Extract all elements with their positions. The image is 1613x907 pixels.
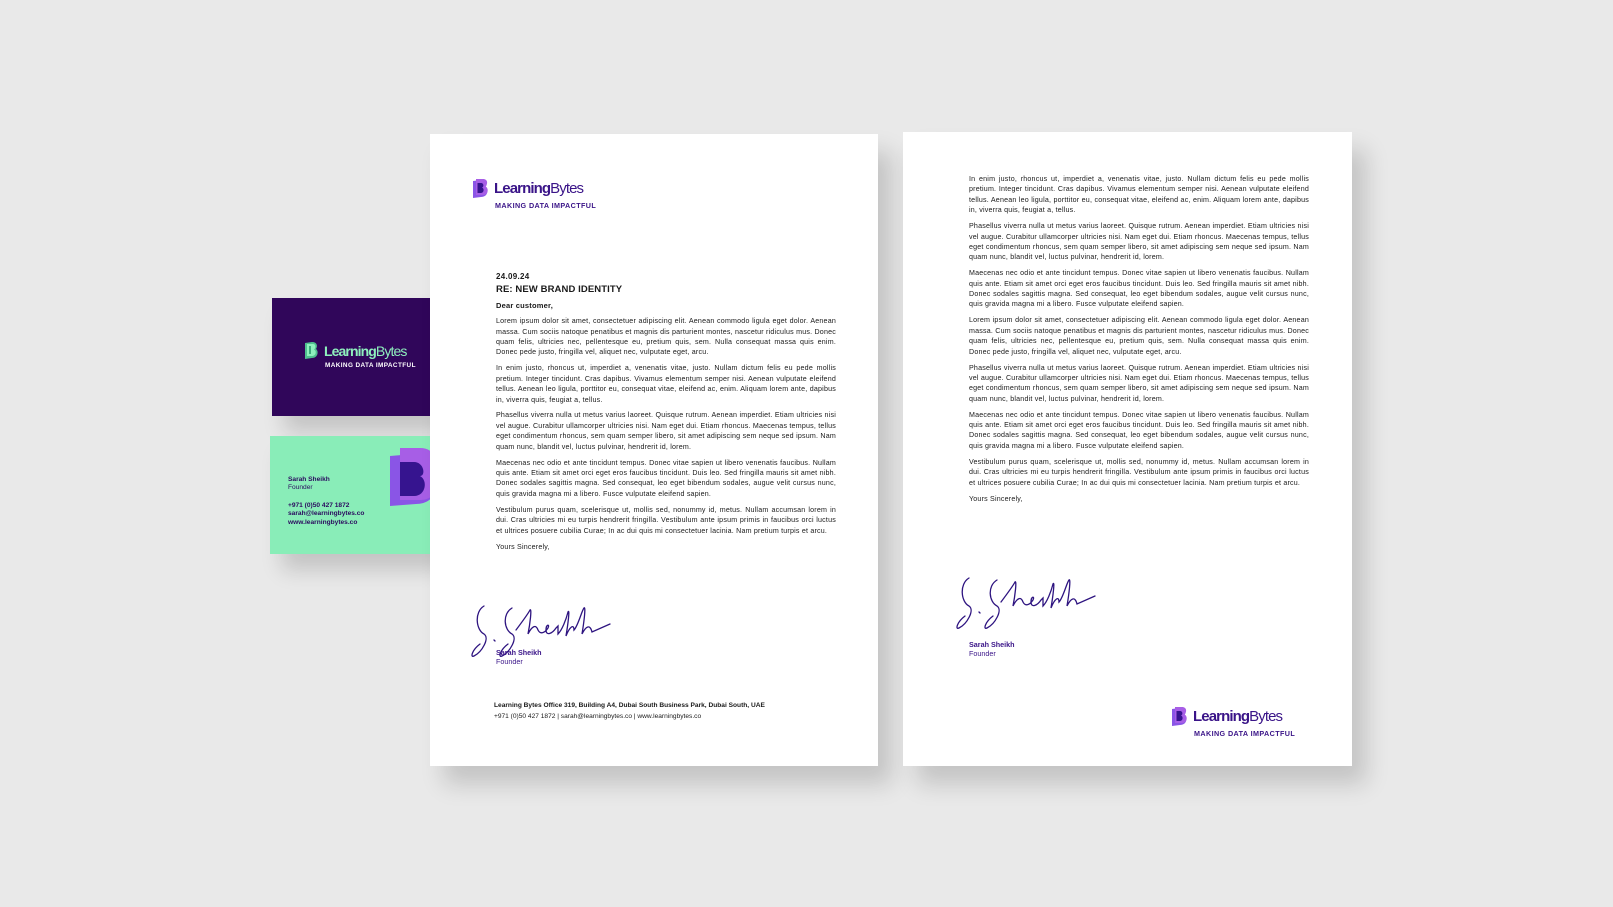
signer-block [969,640,1015,658]
card-front-logo [304,341,416,369]
card-website: www.learningbytes.co [288,518,358,526]
letter-paragraph: Phasellus viverra nulla ut metus varius laoreet. Quisque rutrum. Aenean imperdiet. Etiam ultricies nisi vel augue. Curabitur ullamcorper ultricies nisi. Nam eget dui. Etiam rhoncus. Maecenas tempus, tellus eget condimentum rhoncus, sem quam semper libero, sit amet adipiscing sem neque sed ipsum. Nam quam nunc, blandit vel, luctus pulvinar, hendrerit id, lorem. [969,363,1309,403]
letter-closing: Yours Sincerely, [496,542,550,551]
letterhead-logo [472,178,596,210]
letter-paragraph: Vestibulum purus quam, scelerisque ut, mollis sed, nonummy id, metus. Nullam accumsan lorem in dui. Cras ultricies mi eu turpis hendrerit fringilla. Vestibulum ante ipsum primis in faucibus orci luctus et ultrices posuere cubilia Curae; In ac dui quis mi consectetuer lacinia. Nam pretium turpis et arcu. [496,505,836,535]
letter-b-logo-icon [472,178,490,199]
letterhead-page-2 [903,132,1352,766]
wordmark-part2: Bytes [1249,707,1283,725]
letter-paragraph: Maecenas nec odio et ante tincidunt tempus. Donec vitae sapien ut libero venenatis faucibus. Nullam quis ante. Etiam sit amet orci eget eros faucibus tincidunt. Duis leo. Sed fringilla mauris sit amet nibh. Donec sodales sagittis magna. Sed consequat, leo eget bibendum sodales, augue velit cursus nunc, quis gravida magna mi a libero. Fusce vulputate eleifend sapien. [969,269,1309,309]
letter-b-logo-icon [1171,706,1189,727]
wordmark-part1: Learning [1193,707,1250,725]
wordmark-part2: Bytes [375,342,407,359]
signature-image [955,572,1105,632]
card-front-tagline: MAKING DATA IMPACTFUL [325,362,416,369]
footer-address: Learning Bytes Office 319, Building A4, Dubai South Business Park, Dubai South, UAE [494,702,765,709]
letter-body-continued [969,174,1309,504]
letterhead-page-1 [430,134,878,766]
business-card-back [270,436,452,554]
letterhead-wordmark [494,181,583,197]
letter-paragraph: Maecenas nec odio et ante tincidunt tempus. Donec vitae sapien ut libero venenatis faucibus. Nullam quis ante. Etiam sit amet orci eget eros faucibus tincidunt. Duis leo. Sed fringilla mauris sit amet nibh. Donec sodales sagittis magna. Sed consequat, leo eget bibendum sodales, augue velit cursus nunc, quis gravida magna mi a libero. Fusce vulputate eleifend sapien. [496,458,836,498]
letterhead-tagline: MAKING DATA IMPACTFUL [495,201,597,210]
signer-name: Sarah Sheikh [496,648,542,657]
letter-b-logo-icon [304,341,320,360]
signer-name: Sarah Sheikh [969,640,1015,649]
letter-paragraph: Maecenas nec odio et ante tincidunt tempus. Donec vitae sapien ut libero venenatis faucibus. Nullam quis ante. Etiam sit amet orci eget eros faucibus tincidunt. Duis leo. Sed fringilla mauris sit amet nibh. Donec sodales sagittis magna. Sed consequat, leo eget bibendum sodales, augue velit cursus nunc, quis gravida magna mi a libero. Fusce vulputate eleifend sapien. [969,410,1309,450]
card-email: sarah@learningbytes.co [288,510,365,518]
letter-paragraph: Lorem ipsum dolor sit amet, consectetuer adipiscing elit. Aenean commodo ligula eget dolor. Aenean massa. Cum sociis natoque penatibus et magnis dis parturient montes, nascetur ridiculus mus. Donec quam felis, ultricies nec, pellentesque eu, pretium quis, sem. Nulla consequat massa quis enim. Donec pede justo, fringilla vel, aliquet nec, vulputate eget, arcu. [496,317,836,357]
signer-title: Founder [496,657,523,666]
letter-footer [494,700,765,722]
letterhead-wordmark [1193,709,1282,725]
letterhead-logo-footer [1171,706,1295,738]
card-contact-details [288,502,364,527]
card-contact-person [288,476,330,493]
letter-paragraph: In enim justo, rhoncus ut, imperdiet a, venenatis vitae, justo. Nullam dictum felis eu pede mollis pretium. Integer tincidunt. Cras dapibus. Vivamus elementum semper nisi. Aenean vulputate eleifend tellus. Aenean leo ligula, porttitor eu, consequat vitae, eleifend ac, enim. Aliquam lorem ante, dapibus in, viverra quis, feugiat a, tellus. [496,364,836,404]
signer-block [496,648,542,666]
letter-paragraph: Phasellus viverra nulla ut metus varius laoreet. Quisque rutrum. Aenean imperdiet. Etiam ultricies nisi vel augue. Curabitur ullamcorper ultricies nisi. Nam eget dui. Etiam rhoncus. Maecenas tempus, tellus eget condimentum rhoncus, sem quam semper libero, sit amet adipiscing sem neque sed ipsum. Nam quam nunc, blandit vel, luctus pulvinar, hendrerit id, lorem. [969,222,1309,262]
letter-paragraph: Lorem ipsum dolor sit amet, consectetuer adipiscing elit. Aenean commodo ligula eget dolor. Aenean massa. Cum sociis natoque penatibus et magnis dis parturient montes, nascetur ridiculus mus. Donec quam felis, ultricies nec, pellentesque eu, pretium quis, sem. Nulla consequat massa quis enim. Donec pede justo, fringilla vel, aliquet nec, vulputate eget, arcu. [969,316,1309,356]
footer-contact: +971 (0)50 427 1872 | sarah@learningbytes.co | www.learningbytes.co [494,713,702,720]
business-card-front [272,298,453,416]
signer-title: Founder [969,649,996,658]
card-front-wordmark [324,343,406,359]
letter-paragraph: Phasellus viverra nulla ut metus varius laoreet. Quisque rutrum. Aenean imperdiet. Etiam ultricies nisi vel augue. Curabitur ullamcorper ultricies nisi. Nam eget dui. Etiam rhoncus. Maecenas tempus, tellus eget condimentum rhoncus, sem quam semper libero, sit amet adipiscing sem neque sed ipsum. Nam quam nunc, blandit vel, luctus pulvinar, hendrerit id, lorem. [496,411,836,451]
card-name: Sarah Sheikh [288,476,330,483]
signature-image [470,600,620,660]
letter-date: 24.09.24 [496,272,530,281]
letter-greeting: Dear customer, [496,300,553,310]
letter-paragraph: Vestibulum purus quam, scelerisque ut, mollis sed, nonummy id, metus. Nullam accumsan lorem in dui. Cras ultricies mi eu turpis hendrerit fringilla. Vestibulum ante ipsum primis in faucibus orci luctus et ultrices posuere cubilia Curae; In ac dui quis mi consectetuer lacinia. Nam pretium turpis et arcu. [969,457,1309,487]
letter-body [496,272,836,552]
wordmark-part2: Bytes [550,179,584,197]
card-title: Founder [288,484,313,492]
letter-paragraph: In enim justo, rhoncus ut, imperdiet a, venenatis vitae, justo. Nullam dictum felis eu pede mollis pretium. Integer tincidunt. Cras dapibus. Vivamus elementum semper nisi. Aenean vulputate eleifend tellus. Aenean leo ligula, porttitor eu, consequat vitae, eleifend ac, enim. Aliquam lorem ante, dapibus in, viverra quis, feugiat a, tellus. [969,175,1309,215]
wordmark-part1: Learning [494,179,551,197]
letterhead-tagline: MAKING DATA IMPACTFUL [1194,729,1296,738]
card-phone: +971 (0)50 427 1872 [288,502,350,509]
letter-closing: Yours Sincerely, [969,494,1023,503]
letter-subject: RE: NEW BRAND IDENTITY [496,284,623,296]
wordmark-part1: Learning [324,342,376,359]
